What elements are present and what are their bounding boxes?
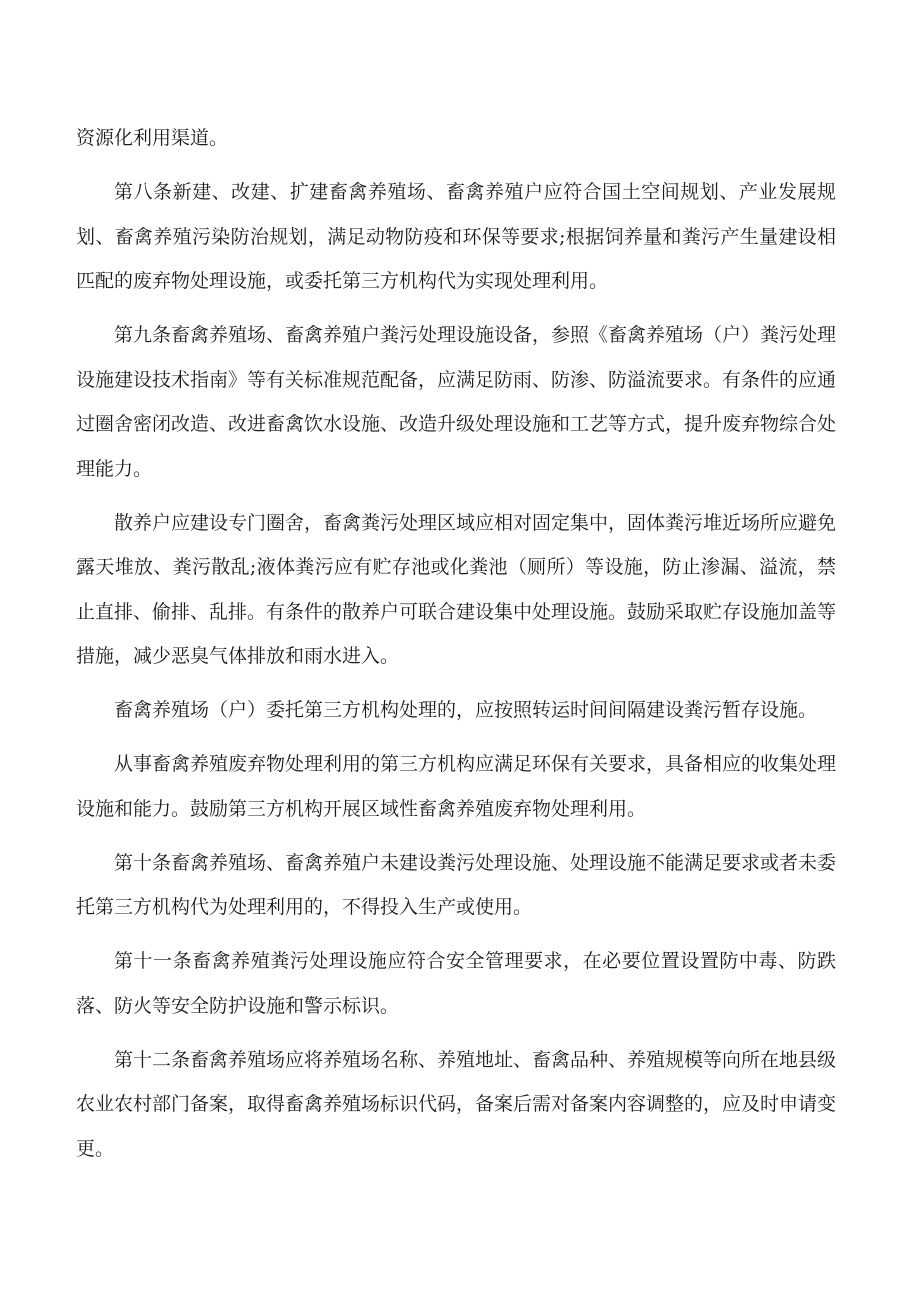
paragraph-free-range-households: 散养户应建设专门圈舍，畜禽粪污处理区域应相对固定集中，固体粪污堆近场所应避免露天堆放、粪污散乱;液体粪污应有贮存池或化粪池（厕所）等设施，防止渗漏、溢流，禁止直排、偷排、乱排。有条件的散养户可联合建设集中处理设施。鼓励采取贮存设施加盖等措施，减少恶臭气体排放和雨水进入。	[76, 511, 837, 667]
paragraph-article-12: 第十二条畜禽养殖场应将养殖场名称、养殖地址、畜禽品种、养殖规模等向所在地县级农业农村部门备案，取得畜禽养殖场标识代码，备案后需对备案内容调整的，应及时申请变更。	[76, 1048, 837, 1160]
paragraph-third-party-requirements: 从事畜禽养殖废弃物处理利用的第三方机构应满足环保有关要求，具备相应的收集处理设施和能力。鼓励第三方机构开展区域性畜禽养殖废弃物处理利用。	[76, 753, 837, 820]
paragraph-1: 资源化利用渠道。	[76, 127, 229, 149]
document-page	[76, 116, 836, 1181]
paragraph-article-11: 第十一条畜禽养殖粪污处理设施应符合安全管理要求，在必要位置设置防中毒、防跌落、防火等安全防护设施和警示标识。	[76, 950, 836, 1017]
paragraph-article-10: 第十条畜禽养殖场、畜禽养殖户未建设粪污处理设施、处理设施不能满足要求或者未委托第三方机构代为处理利用的，不得投入生产或使用。	[76, 851, 837, 918]
paragraph-article-9: 第九条畜禽养殖场、畜禽养殖户粪污处理设施设备，参照《畜禽养殖场（户）粪污处理设施建设技术指南》等有关标准规范配备，应满足防雨、防渗、防溢流要求。有条件的应通过圈舍密闭改造、改进畜禽饮水设施、改造升级处理设施和工艺等方式，提升废弃物综合处理能力。	[76, 324, 837, 480]
paragraph-third-party-storage: 畜禽养殖场（户）委托第三方机构处理的，应按照转运时间间隔建设粪污暂存设施。	[114, 699, 818, 721]
paragraph-article-8: 第八条新建、改建、扩建畜禽养殖场、畜禽养殖户应符合国土空间规划、产业发展规划、畜禽养殖污染防治规划，满足动物防疫和环保等要求;根据饲养量和粪污产生量建设相匹配的废弃物处理设施，或委托第三方机构代为实现处理利用。	[76, 181, 836, 292]
